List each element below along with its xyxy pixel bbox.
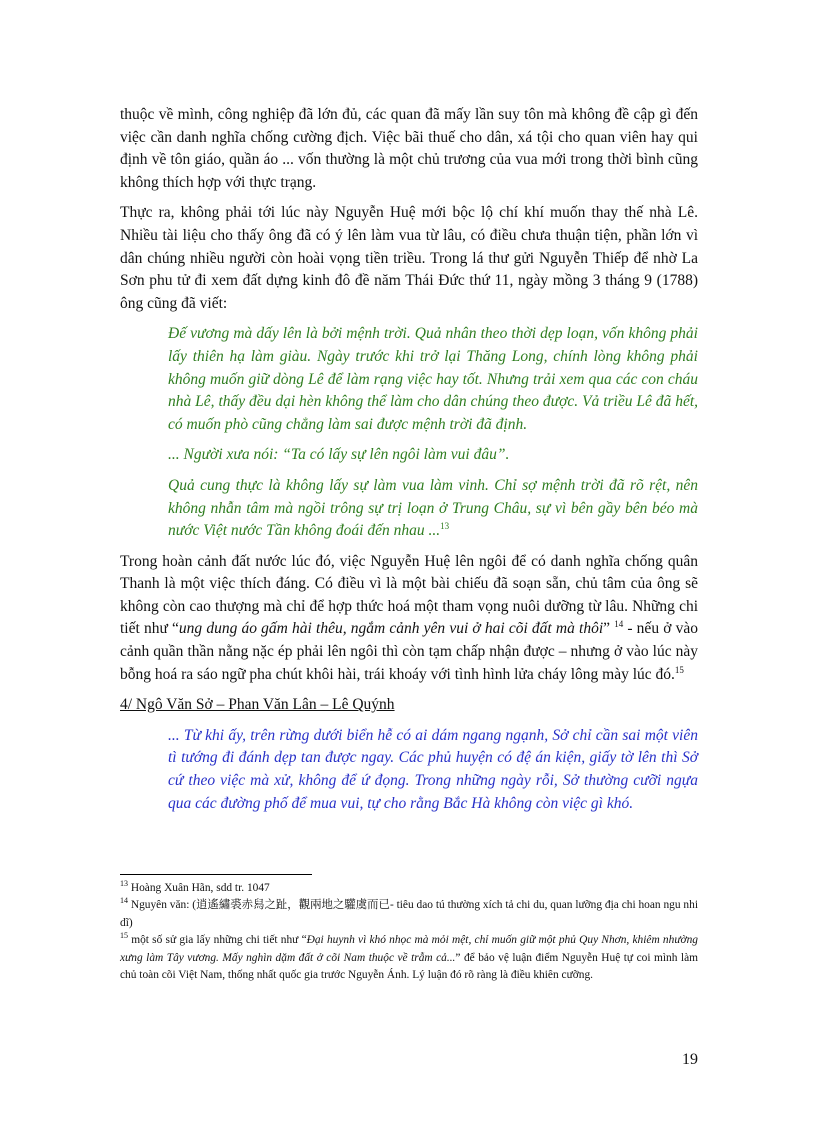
footnote-15-number: 15 bbox=[120, 931, 128, 941]
quote-paragraph-3 bbox=[168, 475, 698, 543]
footnotes bbox=[120, 880, 698, 984]
footnote-13-text: Hoàng Xuân Hãn, sdd tr. 1047 bbox=[128, 882, 270, 894]
paragraph-3-italic: ung dung áo gấm hài thêu, ngắm cảnh yên vui ở hai cõi đất mà thôi bbox=[178, 620, 604, 638]
paragraph-3-part-c: - nếu ở vào cảnh quần thần nằng nặc ép phải lên ngôi thì còn tạm chấp nhận được – nhưng ở vào lúc này bỗng hoá ra sáo ngữ pha chút khôi hài, trái khoáy với tình hình lửa cháy lông mày lúc đó. bbox=[120, 620, 698, 683]
footnote-15-part-b: ” để bảo vệ luận điểm Nguyễn Huệ tự coi mình làm chủ toàn cõi Việt Nam, thống nhất quốc gia trước Nguyễn Ánh. Lý luận đó rõ ràng là điều khiên cưỡng. bbox=[120, 951, 698, 982]
page-number: 19 bbox=[682, 1051, 698, 1068]
footnote-ref-13[interactable]: 13 bbox=[440, 520, 450, 531]
paragraph-3-part-b: ” bbox=[603, 620, 615, 638]
paragraph-3-part-a: Trong hoàn cảnh đất nước lúc đó, việc Nguyễn Huệ lên ngôi để có danh nghĩa chống quân Thanh là một việc thích đáng. Có điều vì là một bài chiếu đã soạn sẵn, chủ tâm của ông sẽ không còn cao thượng mà chỉ để hợp thức hoá một tham vọng nuôi dưỡng từ lâu. Những chi tiết như “ bbox=[120, 552, 698, 638]
quote-paragraph-2: ... Người xưa nói: “Ta có lấy sự lên ngôi làm vui đâu”. bbox=[168, 446, 510, 464]
footnote-divider bbox=[120, 874, 312, 875]
footnote-15-italic: Đại huynh vì khó nhọc mà mỏi mệt, chỉ muốn giữ một phủ Quy Nhơn, khiêm nhường xưng làm Tây vương. Mấy nghìn dặm đất ở cõi Nam thuộc về trẫm cả... bbox=[120, 934, 698, 964]
footnote-14-text: Nguyên văn: (逍遙繡裘赤舄之趾，觀兩地之驩虞而已- tiêu dao tú thường xích tả chi du, quan lưỡng địa chi hoan ngu nhi dĩ) bbox=[120, 899, 698, 929]
footnote-ref-15[interactable]: 15 bbox=[674, 664, 684, 675]
footnote-15 bbox=[120, 932, 698, 984]
footnote-15-part-a: một số sử gia lấy những chi tiết như “ bbox=[128, 934, 307, 947]
section-heading: 4/ Ngô Văn Sở – Phan Văn Lân – Lê Quýnh bbox=[120, 696, 395, 714]
quote-ngo-van-so bbox=[168, 725, 698, 815]
paragraph-1: thuộc về mình, công nghiệp đã lớn đủ, các quan đã mấy lần suy tôn mà không đề cập gì đến việc cần danh nghĩa chống cường địch. Việc bãi thuế cho dân, xá tội cho quan viên hay qui định về tôn giáo, quần áo ... vốn thường là một chủ trương của vua mới trong thời bình cũng không thích hợp với thực trạng. bbox=[120, 106, 698, 191]
footnote-ref-14[interactable]: 14 bbox=[614, 619, 624, 630]
quote-paragraph-1: Đế vương mà dấy lên là bởi mệnh trời. Quả nhân theo thời dẹp loạn, vốn không phải lấy thiên hạ làm giàu. Ngày trước khi trở lại Thăng Long, chính lòng không phải không muốn giữ dòng Lê để làm rạng việc hay tốt. Nhưng trải xem qua các con cháu nhà Lê, thấy đều dại hèn không thể làm cho dân chúng theo được. Vả triều Lê đã hết, có muốn phò cũng chẳng làm sai được mệnh trời đã định. bbox=[168, 325, 698, 433]
main-text bbox=[120, 104, 698, 823]
footnote-14 bbox=[120, 897, 698, 932]
footnote-13-number: 13 bbox=[120, 879, 128, 889]
footnote-14-number: 14 bbox=[120, 896, 128, 906]
paragraph-2: Thực ra, không phải tới lúc này Nguyễn Huệ mới bộc lộ chí khí muốn thay thế nhà Lê. Nhiều tài liệu cho thấy ông đã có ý lên làm vua từ lâu, có điều chưa thuận tiện, phần lớn vì dân chúng nhiều người còn hoài vọng tiền triều. Trong lá thư gửi Nguyễn Thiếp để nhờ La Sơn phu tử đi xem đất dựng kinh đô đề năm Thái Đức thứ 11, ngày mồng 3 tháng 9 (1788) ông cũng đã viết: bbox=[120, 204, 698, 312]
footnote-13 bbox=[120, 880, 698, 897]
paragraph-3 bbox=[120, 551, 698, 687]
quote-letter-nguyen-thiep bbox=[168, 323, 698, 542]
quote-so-text: ... Từ khi ấy, trên rừng dưới biển hễ có ai dám ngang ngạnh, Sở chỉ cần sai một viên tì tướng đi đánh dẹp tan được ngay. Các phủ huyện có đệ án kiện, giấy tờ lên thì Sở cứ theo việc mà xử, không để ứ đọng. Trong những ngày rỗi, Sở thường cưỡi ngựa qua các đường phố để mua vui, tự cho rằng Bắc Hà không còn việc gì khó. bbox=[168, 726, 698, 812]
quote-paragraph-3-text: Quả cung thực là không lấy sự làm vua làm vinh. Chỉ sợ mệnh trời đã rõ rệt, nên không nhẫn tâm mà ngồi trông sự trị loạn ở Trung Châu, sự vì bên gầy bên béo mà nước Việt nước Tần không đoái đến nhau ... bbox=[168, 476, 698, 540]
